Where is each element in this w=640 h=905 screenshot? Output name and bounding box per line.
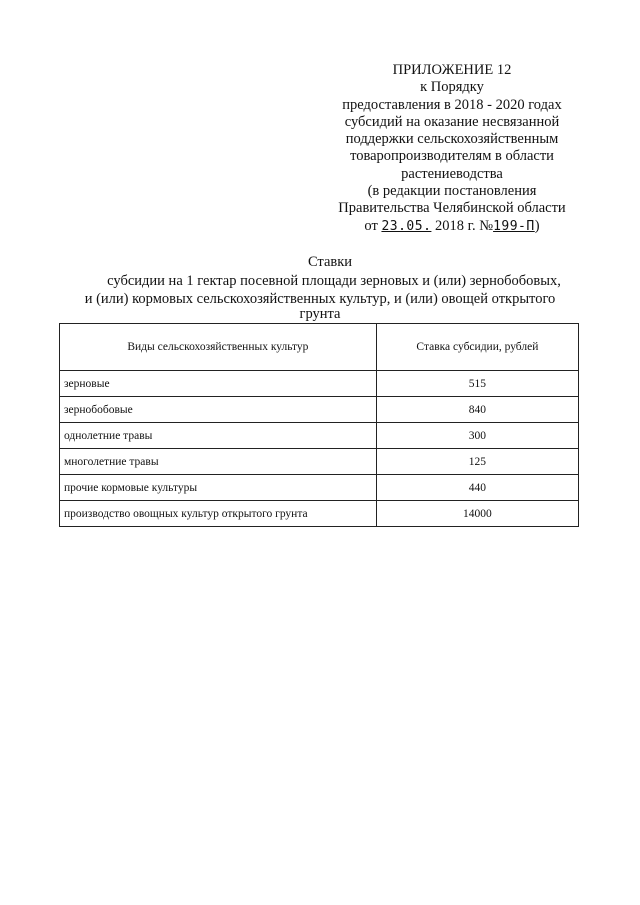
column-header-rate: Ставка субсидии, рублей — [376, 324, 578, 371]
rate-cell: 515 — [376, 371, 578, 397]
rate-cell: 440 — [376, 475, 578, 501]
table-row — [60, 449, 579, 475]
rate-cell: 125 — [376, 449, 578, 475]
header-line: Правительства Челябинской области — [338, 200, 566, 217]
date-suffix: 2018 г. № — [435, 217, 494, 234]
document-title — [40, 253, 600, 320]
table-row — [60, 475, 579, 501]
rate-cell: 840 — [376, 397, 578, 423]
crop-name-cell: прочие кормовые культуры — [60, 475, 377, 501]
header-line: поддержки сельскохозяйственным — [345, 131, 559, 148]
date-prefix: от — [364, 217, 378, 234]
appendix-header — [318, 62, 586, 235]
crop-name-cell: производство овощных культур открытого грунта — [60, 501, 377, 527]
title-word: Ставки — [307, 254, 353, 270]
appendix-title: ПРИЛОЖЕНИЕ 12 — [392, 62, 512, 78]
crop-name-cell: зерновые — [60, 371, 377, 397]
crop-name-cell: однолетние травы — [60, 423, 377, 449]
header-line: к Порядку — [420, 79, 484, 96]
handwritten-date: 23.05. — [381, 218, 432, 234]
column-header-crop-type: Виды сельскохозяйственных культур — [60, 324, 377, 371]
header-line: (в редакции постановления — [367, 183, 537, 200]
rate-cell: 14000 — [376, 501, 578, 527]
title-line: грунта — [299, 306, 341, 322]
rate-cell: 300 — [376, 423, 578, 449]
header-line: растениеводства — [401, 165, 503, 182]
crop-name-cell: многолетние травы — [60, 449, 377, 475]
closing-paren: ) — [534, 217, 540, 234]
table-header-row — [60, 324, 579, 371]
crop-name-cell: зернобобовые — [60, 397, 377, 423]
handwritten-number: 199-П — [493, 218, 535, 234]
title-line: субсидии на 1 гектар посевной площади зерновых и (или) зернобобовых, — [107, 273, 561, 289]
header-line: предоставления в 2018 - 2020 годах — [342, 96, 562, 113]
table-row — [60, 397, 579, 423]
header-line: товаропроизводителям в области — [350, 148, 554, 165]
title-line: и (или) кормовых сельскохозяйственных культур, и (или) овощей открытого — [84, 291, 556, 307]
header-line: субсидий на оказание несвязанной — [344, 113, 560, 130]
resolution-date-line — [318, 218, 586, 235]
table-row — [60, 371, 579, 397]
subsidy-rates-table — [59, 323, 579, 527]
table-row — [60, 501, 579, 527]
table-row — [60, 423, 579, 449]
